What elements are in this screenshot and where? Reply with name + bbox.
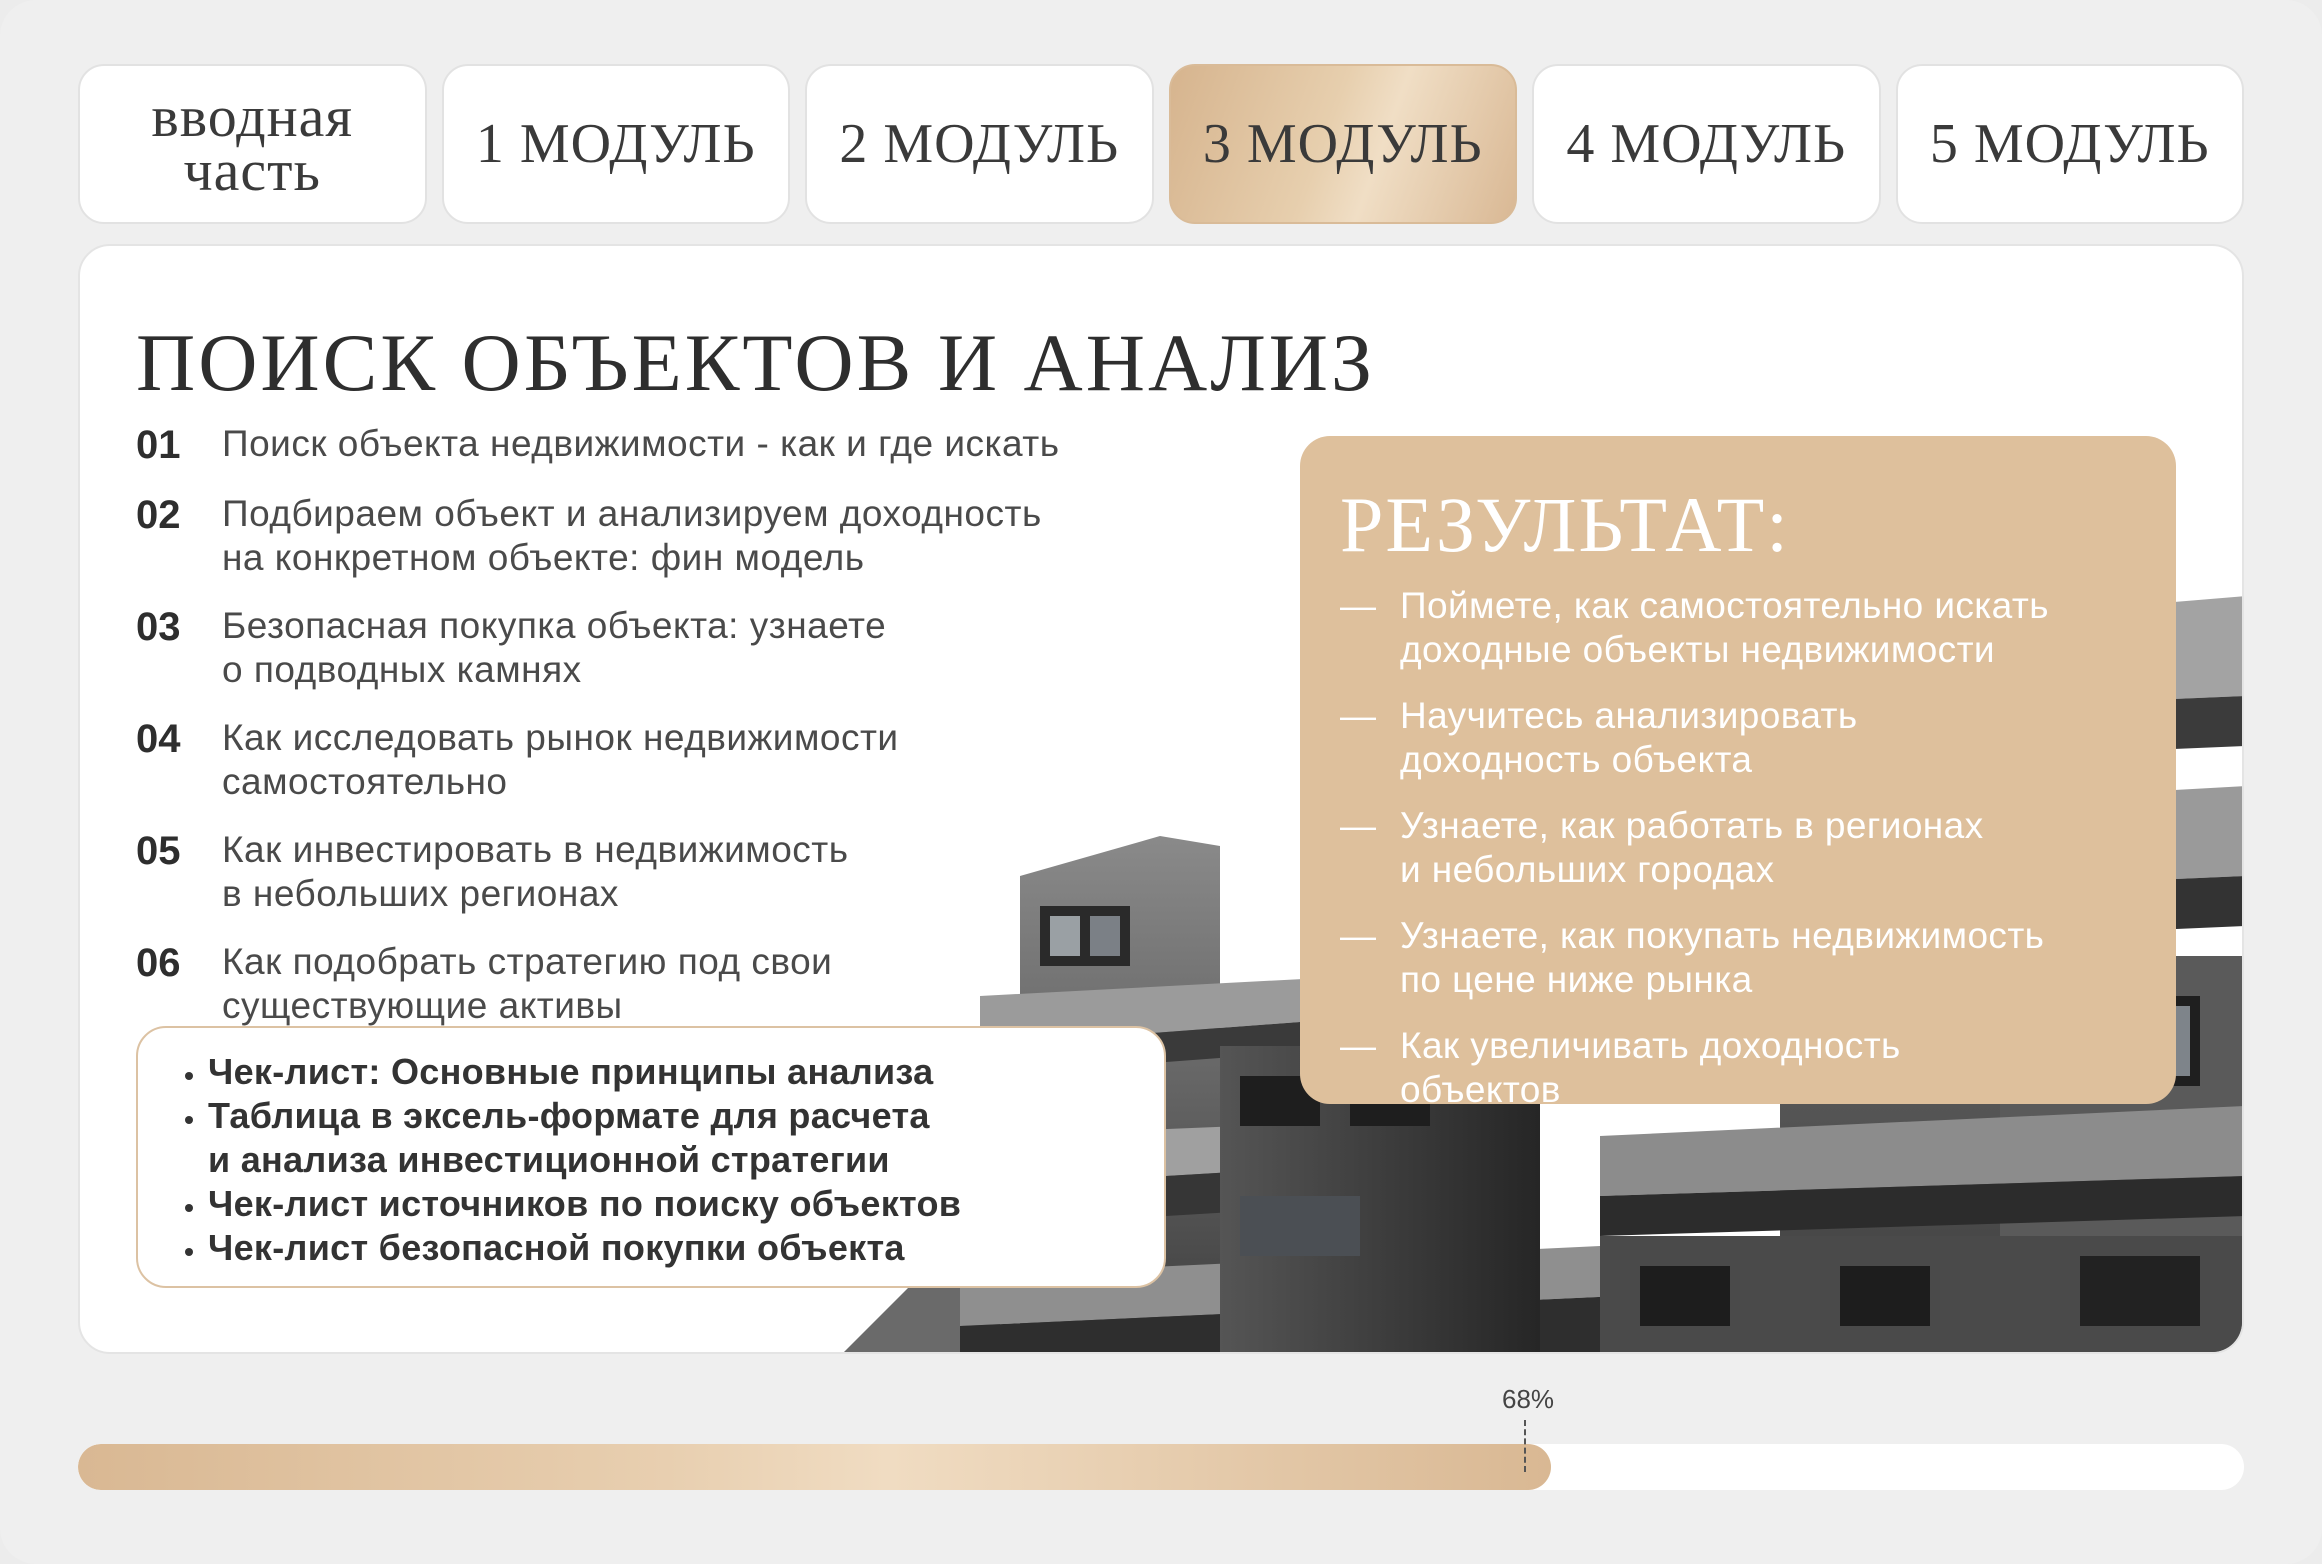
result-item xyxy=(1340,914,2136,1002)
result-text: Как увеличивать доходность объектов xyxy=(1400,1025,1901,1110)
tab-label: 3 МОДУЛЬ xyxy=(1202,113,1483,175)
dash-icon: — xyxy=(1340,1025,1376,1066)
topic-text: Безопасная покупка объекта: узнаете о подводных камнях xyxy=(222,605,887,690)
topic-number: 02 xyxy=(136,493,181,537)
tab-label: 1 МОДУЛЬ xyxy=(475,113,756,175)
dash-icon: — xyxy=(1340,695,1376,736)
topic-number: 01 xyxy=(136,423,181,467)
result-item xyxy=(1340,584,2136,672)
topic-text: Как исследовать рынок недвижимости самостоятельно xyxy=(222,717,899,802)
tab-module-1[interactable] xyxy=(442,64,791,224)
progress-fill xyxy=(78,1444,1551,1490)
dash-icon: — xyxy=(1340,915,1376,956)
tab-label: 5 МОДУЛЬ xyxy=(1929,113,2210,175)
result-text: Поймете, как самостоятельно искать доходные объекты недвижимости xyxy=(1400,585,2049,670)
progress-marker xyxy=(1524,1420,1526,1472)
progress-bar xyxy=(78,1444,2244,1490)
topic-text: Подбираем объект и анализируем доходность на конкретном объекте: фин модель xyxy=(222,493,1042,578)
topic-number: 03 xyxy=(136,605,181,649)
result-text: Узнаете, как работать в регионах и небольших городах xyxy=(1400,805,1984,890)
result-item xyxy=(1340,1024,2136,1112)
result-text: Научитесь анализировать доходность объекта xyxy=(1400,695,1858,780)
tab-module-2[interactable] xyxy=(805,64,1154,224)
tab-module-3[interactable] xyxy=(1169,64,1518,224)
tab-intro[interactable] xyxy=(78,64,427,224)
dash-icon: — xyxy=(1340,585,1376,626)
progress-percent: 68% xyxy=(1502,1384,1555,1414)
result-item xyxy=(1340,804,2136,892)
result-box xyxy=(1300,436,2176,1110)
list-item xyxy=(136,604,1236,692)
bonus-list xyxy=(178,1050,1124,1270)
module-card xyxy=(78,244,2244,1354)
module-tabs xyxy=(78,64,2244,224)
dash-icon: — xyxy=(1340,805,1376,846)
topic-number: 05 xyxy=(136,829,181,873)
module-title: ПОИСК ОБЪЕКТОВ И АНАЛИЗ xyxy=(136,317,1376,408)
bonus-item: • Чек-лист источников по поиску объектов xyxy=(208,1182,1124,1226)
topic-text: Как инвестировать в недвижимость в небольших регионах xyxy=(222,829,849,914)
bonus-materials-box xyxy=(136,1026,1166,1288)
tab-module-4[interactable] xyxy=(1532,64,1881,224)
list-item xyxy=(136,422,1236,468)
topic-number: 04 xyxy=(136,717,181,761)
bonus-item: • Чек-лист безопасной покупки объекта xyxy=(208,1226,1124,1270)
result-item xyxy=(1340,694,2136,782)
topic-list xyxy=(136,422,1236,1052)
bonus-item: • Чек-лист: Основные принципы анализа xyxy=(208,1050,1124,1094)
topic-text: Поиск объекта недвижимости - как и где искать xyxy=(222,423,1060,464)
list-item xyxy=(136,828,1236,916)
tab-label: вводная часть xyxy=(151,84,354,203)
result-text: Узнаете, как покупать недвижимость по цене ниже рынка xyxy=(1400,915,2045,1000)
list-item xyxy=(136,940,1236,1028)
tab-label: 4 МОДУЛЬ xyxy=(1566,113,1847,175)
list-item xyxy=(136,492,1236,580)
tab-label: 2 МОДУЛЬ xyxy=(839,113,1120,175)
bonus-item: • Таблица в эксель-формате для расчета и анализа инвестиционной стратегии xyxy=(208,1094,1124,1182)
tab-module-5[interactable] xyxy=(1896,64,2245,224)
topic-number: 06 xyxy=(136,941,181,985)
topic-text: Как подобрать стратегию под свои существующие активы xyxy=(222,941,833,1026)
list-item xyxy=(136,716,1236,804)
result-title: РЕЗУЛЬТАТ: xyxy=(1340,481,1790,568)
